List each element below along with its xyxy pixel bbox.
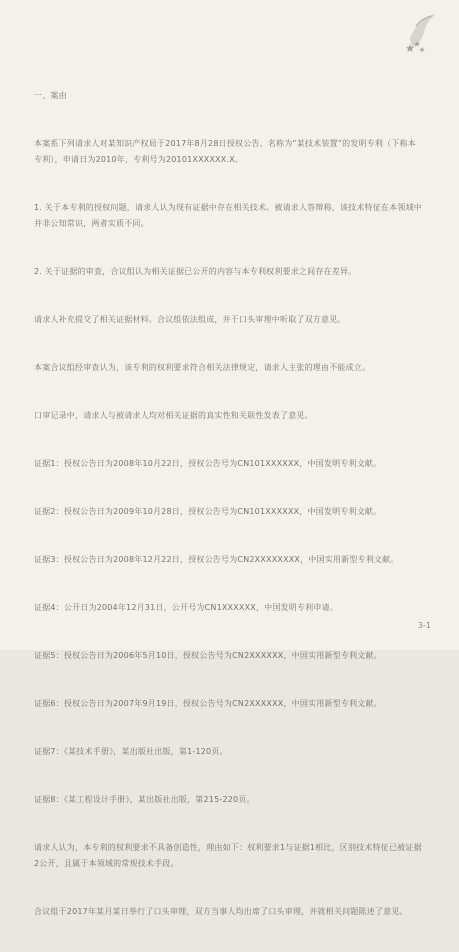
document-body [34, 56, 422, 952]
paragraph-12: 证据6：授权公告日为2007年9月19日，授权公告号为CN2XXXXXX，中国实用新型专利文献。 [34, 699, 382, 708]
paragraph-15: 请求人认为，本专利的权利要求不具备创造性，理由如下：权利要求1与证据1相比，区别技术特征已被证据2公开，且属于本领域的常规技术手段。 [34, 843, 422, 868]
paragraph-13: 证据7：《某技术手册》，某出版社出版，第1-120页。 [34, 747, 228, 756]
paragraph-14: 证据8：《某工程设计手册》，某出版社出版，第215-220页。 [34, 795, 255, 804]
document-title: 一、案由 [34, 91, 67, 100]
paragraph-3: 2. 关于证据的审查，合议组认为相关证据已公开的内容与本专利权利要求之间存在差异。 [34, 267, 357, 276]
paragraph-8: 证据2：授权公告日为2009年10月28日，授权公告号为CN101XXXXXX，中国发明专利文献。 [34, 507, 382, 516]
paragraph-1: 本案系下列请求人对某知识产权局于2017年8月28日授权公告、名称为“某技术装置”的发明专利（下称本专利），申请日为2010年，专利号为20101XXXXXX.X。 [34, 139, 416, 164]
paragraph-2: 1. 关于本专利的授权问题，请求人认为现有证据中存在相关技术。被请求人答辩称，该技术特征在本领域中并非公知常识，两者实质不同。 [34, 203, 422, 228]
page-number: 3-1 [417, 621, 431, 630]
paragraph-9: 证据3：授权公告日为2008年12月22日，授权公告号为CN2XXXXXXXX，中国实用新型专利文献。 [34, 555, 399, 564]
paragraph-10: 证据4：公开日为2004年12月31日，公开号为CN1XXXXXX，中国发明专利申请。 [34, 603, 338, 612]
paragraph-5: 本案合议组经审查认为，该专利的权利要求符合相关法律规定，请求人主张的理由不能成立。 [34, 363, 371, 372]
paragraph-11: 证据5：授权公告日为2006年5月10日，授权公告号为CN2XXXXXX，中国实用新型专利文献。 [34, 651, 382, 660]
paragraph-4: 请求人补充提交了相关证据材料。合议组依法组成，并于口头审理中听取了双方意见。 [34, 315, 346, 324]
paragraph-6: 口审记录中，请求人与被请求人均对相关证据的真实性和关联性发表了意见。 [34, 411, 313, 420]
paragraph-7: 证据1：授权公告日为2008年10月22日，授权公告号为CN101XXXXXX，中国发明专利文献。 [34, 459, 382, 468]
emblem-logo [402, 10, 442, 56]
paragraph-16: 合议组于2017年某月某日举行了口头审理，双方当事人均出席了口头审理，并就相关问题陈述了意见。 [34, 907, 408, 916]
